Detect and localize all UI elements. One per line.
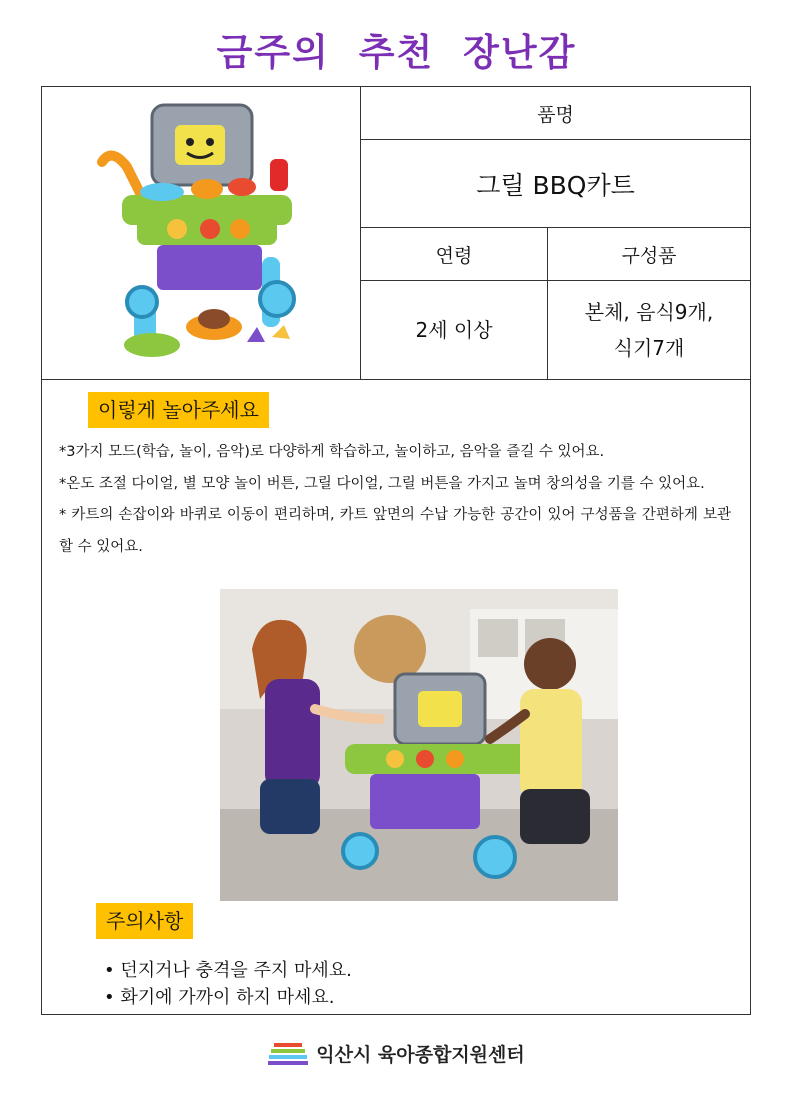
page-title: 금주의 추천 장난감: [216, 31, 577, 74]
contents-value: [548, 281, 750, 379]
howto-heading: 이렇게 놀아주세요: [88, 392, 269, 428]
product-info-row: [42, 87, 750, 380]
product-name: 그릴 BBQ카트: [361, 140, 750, 228]
children-playing-photo: [220, 589, 618, 901]
contents-line-2: 식기7개: [613, 336, 685, 360]
howto-description: [59, 437, 731, 563]
howto-line: *온도 조절 다이얼, 별 모양 놀이 버튼, 그릴 다이얼, 그릴 버튼을 가지고 놀며 창의성을 기를 수 있어요.: [59, 475, 705, 492]
caution-item: • 던지거나 충격을 주지 마세요.: [104, 957, 352, 984]
age-label: 연령: [361, 228, 548, 281]
center-logo-icon: [268, 1041, 308, 1067]
howto-line: * 카트의 손잡이와 바퀴로 이동이 편리하며, 카트 앞면의 수납 가능한 공간이 있어 구성품을 간편하게 보관할 수 있어요.: [59, 507, 731, 555]
contents-label: 구성품: [548, 228, 750, 281]
footer: [0, 1040, 793, 1067]
caution-list: [104, 957, 352, 1011]
product-image-cell: [42, 87, 361, 379]
bbq-cart-toy-image: [42, 87, 360, 379]
contents-line-1: 본체, 음식9개,: [584, 300, 714, 324]
name-label: 품명: [361, 87, 750, 140]
product-info-table: [361, 87, 750, 379]
caution-item: • 화기에 가까이 하지 마세요.: [104, 984, 352, 1011]
howto-line: *3가지 모드(학습, 놀이, 음악)로 다양하게 학습하고, 놀이하고, 음악을 즐길 수 있어요.: [59, 444, 605, 460]
product-card: [41, 86, 751, 1015]
org-name: 익산시 육아종합지원센터: [316, 1044, 525, 1066]
age-value: 2세 이상: [361, 281, 548, 379]
caution-heading: 주의사항: [96, 903, 193, 939]
